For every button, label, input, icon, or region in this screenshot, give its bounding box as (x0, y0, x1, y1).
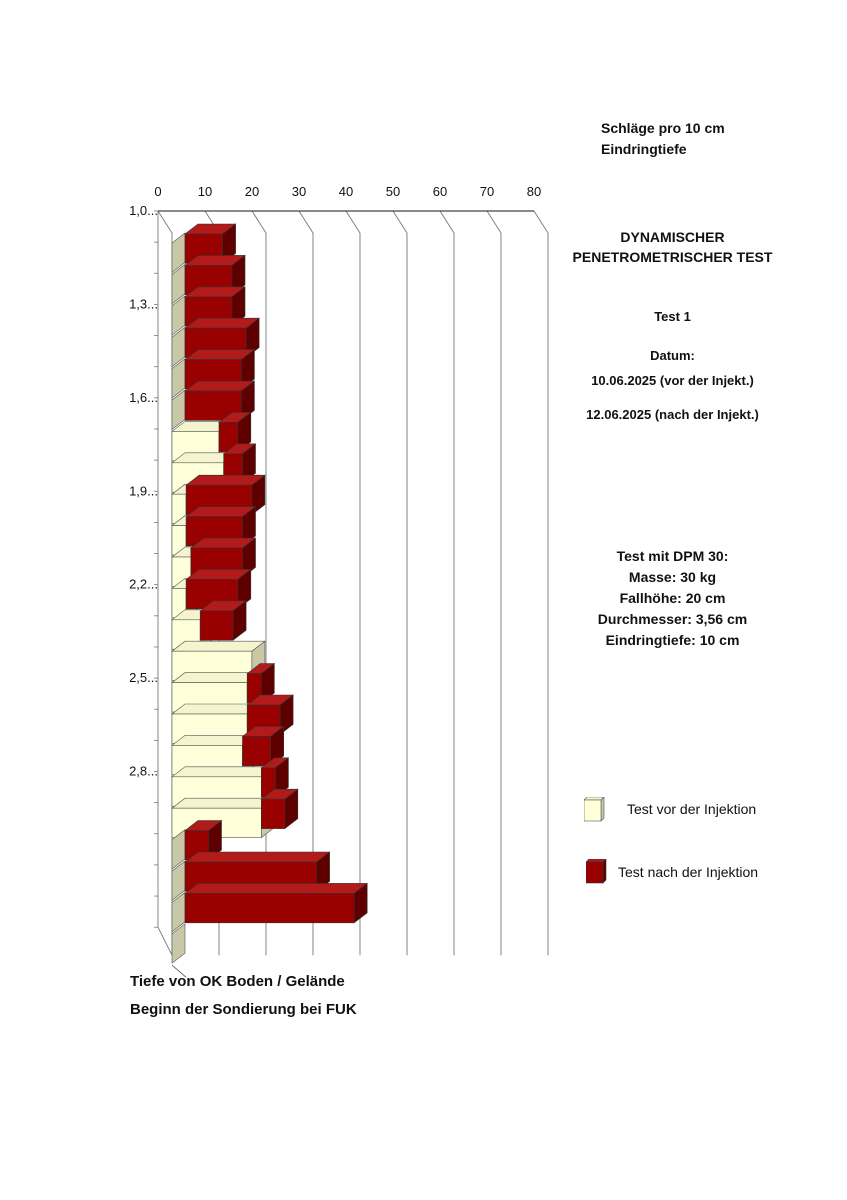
x-tick-label: 0 (154, 184, 162, 199)
bar-top-face (172, 798, 274, 808)
gridline (393, 211, 407, 955)
y-tick-label: 2,2... (129, 576, 158, 592)
bar-front-face (261, 799, 285, 828)
spec-drop: Fallhöhe: 20 cm (619, 590, 726, 606)
bar-top-face (185, 852, 330, 862)
footer-line-1: Tiefe von OK Boden / Gelände (130, 973, 345, 990)
bar-after (200, 601, 246, 640)
bar-top-face (172, 641, 265, 651)
legend-label-before: Test vor der Injektion (627, 801, 757, 817)
spec-title: Test mit DPM 30: (616, 548, 729, 564)
legend-swatch-after (586, 859, 610, 885)
gridline (299, 211, 313, 955)
bar-front-face (200, 611, 233, 640)
x-tick-label: 30 (291, 184, 307, 199)
header-line-1: Schläge pro 10 cm (601, 120, 725, 136)
x-tick-label: 20 (244, 184, 260, 199)
gridline (534, 211, 548, 955)
x-tick-label: 50 (385, 184, 401, 199)
spec-depth: Eindringtiefe: 10 cm (605, 632, 740, 648)
gridline (440, 211, 454, 955)
bar-top-face (172, 767, 274, 777)
bar-front-face (185, 893, 354, 922)
x-tick-label: 10 (197, 184, 213, 199)
y-tick-label: 1,6... (129, 389, 158, 405)
gridline (158, 211, 172, 955)
test-name: Test 1 (654, 309, 691, 324)
bar-top-face (186, 475, 265, 485)
bar-front-face (243, 736, 271, 765)
y-tick-label: 2,5... (129, 670, 158, 686)
legend-swatch-before (584, 797, 608, 823)
x-tick-label: 40 (338, 184, 354, 199)
x-tick-label: 70 (479, 184, 495, 199)
header-line-2: Eindringtiefe (601, 141, 687, 157)
chart-title-line-1: DYNAMISCHER (620, 229, 725, 245)
x-tick-label: 60 (432, 184, 448, 199)
gridline (487, 211, 501, 955)
left-wall (158, 211, 172, 955)
bar-after (261, 789, 298, 828)
date-label: Datum: (650, 348, 695, 363)
chart-title-line-2: PENETROMETRISCHER TEST (572, 249, 773, 265)
spec-mass: Masse: 30 kg (628, 569, 717, 585)
y-tick-label: 1,0... (129, 203, 158, 218)
gridline (346, 211, 360, 955)
bar-after (185, 883, 367, 922)
bar-top-face (185, 883, 367, 893)
x-tick-label: 80 (526, 184, 542, 199)
footer-line-2: Beginn der Sondierung bei FUK (130, 1001, 357, 1018)
date-after: 12.06.2025 (nach der Injekt.) (586, 407, 759, 422)
spec-diameter: Durchmesser: 3,56 cm (597, 611, 748, 627)
y-tick-label: 2,8... (129, 763, 158, 779)
y-tick-label: 1,9... (129, 483, 158, 499)
legend-label-after: Test nach der Injektion (618, 864, 759, 880)
y-tick-label: 1,3... (129, 296, 158, 312)
date-before: 10.06.2025 (vor der Injekt.) (591, 373, 754, 388)
